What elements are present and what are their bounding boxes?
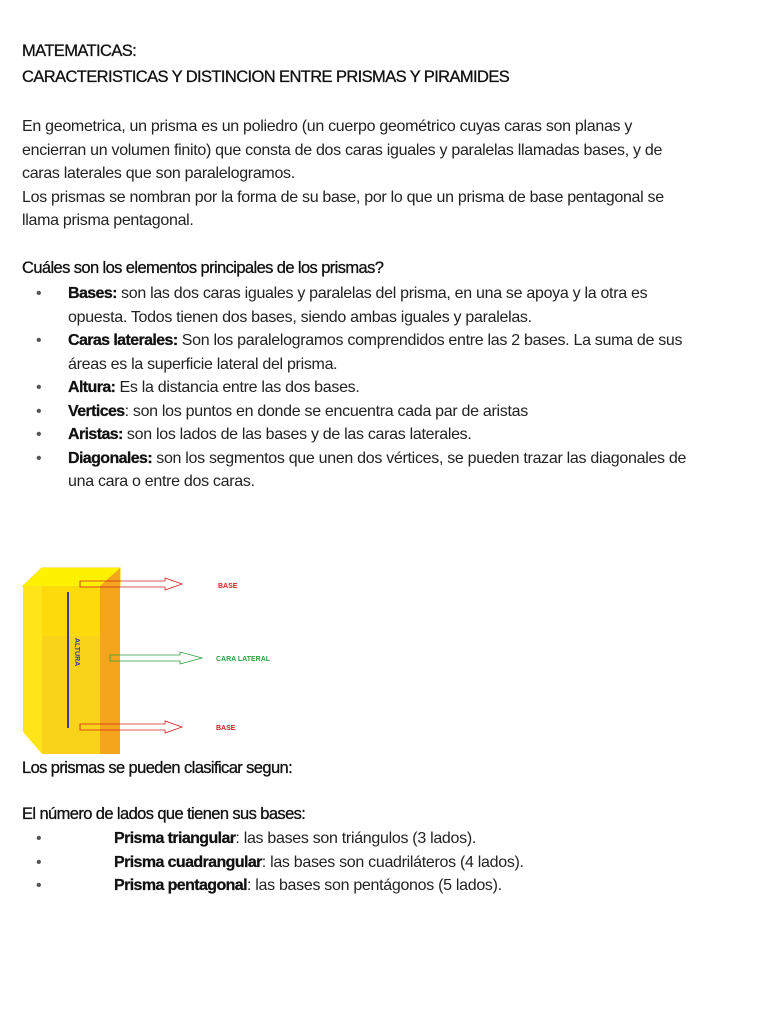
document-title: CARACTERISTICAS Y DISTINCION ENTRE PRISMAS Y PIRAMIDES (22, 68, 510, 86)
term: Prisma cuadrangular (114, 853, 262, 871)
definition: : las bases son pentágonos (5 lados). (246, 877, 502, 894)
intro-line: encierran un volumen finito) que consta de dos caras iguales y paralelas llamadas bases, y de (22, 141, 663, 159)
bullet-icon: • (36, 332, 42, 349)
term: Diagonales: (68, 449, 153, 467)
prism-types-list (22, 827, 742, 898)
bullet-icon: • (36, 877, 42, 894)
sides-heading: El número de lados que tienen sus bases: (22, 805, 306, 823)
definition-continued: áreas es la superficie lateral del prisma. (68, 355, 338, 373)
list-item (22, 282, 742, 329)
list-item (22, 851, 742, 875)
definition: : las bases son cuadriláteros (4 lados). (261, 853, 524, 871)
definition: son los segmentos que unen dos vértices, se pueden trazar las diagonales de (152, 449, 687, 467)
list-item (22, 329, 742, 376)
definition: : las bases son triángulos (3 lados). (235, 830, 476, 847)
elements-heading: Cuáles son los elementos principales de los prismas? (22, 259, 384, 277)
bullet-icon: • (36, 379, 42, 396)
list-item (22, 400, 742, 424)
list-item (22, 447, 742, 494)
arrow-lateral-face (110, 652, 202, 664)
bullet-icon: • (36, 830, 42, 847)
intro-paragraph (22, 115, 742, 233)
bullet-icon: • (36, 285, 42, 302)
list-item (22, 423, 742, 447)
bullet-icon: • (36, 402, 42, 420)
definition: Son los paralelogramos comprendidos entre las 2 bases. La suma de sus (177, 332, 683, 349)
label-base-bottom: BASE (216, 725, 236, 732)
bullet-icon: • (36, 426, 42, 443)
prism-diagram (20, 564, 320, 754)
term: Aristas: (68, 426, 123, 443)
prism-front-face-upper (42, 586, 100, 636)
term: Vertices (68, 402, 125, 420)
bullet-icon: • (36, 853, 42, 871)
definition: Es la distancia entre las dos bases. (115, 379, 360, 396)
term: Bases: (68, 285, 117, 302)
definition-continued: una cara o entre dos caras. (68, 473, 255, 490)
definition: son las dos caras iguales y paralelas del prisma, en una se apoya y la otra es (116, 285, 648, 302)
bullet-icon: • (36, 449, 42, 467)
intro-line: llama prisma pentagonal. (22, 212, 194, 229)
list-item (22, 827, 742, 851)
term: Caras laterales: (68, 332, 178, 349)
intro-line: Los prismas se nombran por la forma de su base, por lo que un prisma de base pentagonal se (22, 188, 664, 206)
intro-line: En geometrica, un prisma es un poliedro (un cuerpo geométrico cuyas caras son planas y (22, 118, 633, 135)
term: Prisma pentagonal (114, 877, 247, 894)
definition: son los lados de las bases y de las caras laterales. (122, 426, 472, 443)
term: Prisma triangular (114, 830, 236, 847)
list-item (22, 874, 742, 898)
definition-continued: opuesta. Todos tienen dos bases, siendo ambas iguales y paralelas. (68, 308, 532, 326)
label-base-top: BASE (218, 583, 238, 590)
intro-line: caras laterales que son paralelogramos. (22, 165, 295, 182)
classification-heading: Los prismas se pueden clasificar segun: (22, 759, 293, 777)
label-lateral-face: CARA LATERAL (216, 656, 271, 663)
height-label: ALTURA (73, 638, 80, 667)
prism-left-face (23, 568, 42, 754)
term: Altura: (68, 379, 116, 396)
definition: : son los puntos en donde se encuentra cada par de aristas (124, 402, 528, 420)
list-item (22, 376, 742, 400)
document-title-subject: MATEMATICAS: (22, 42, 137, 60)
elements-list (22, 282, 742, 494)
